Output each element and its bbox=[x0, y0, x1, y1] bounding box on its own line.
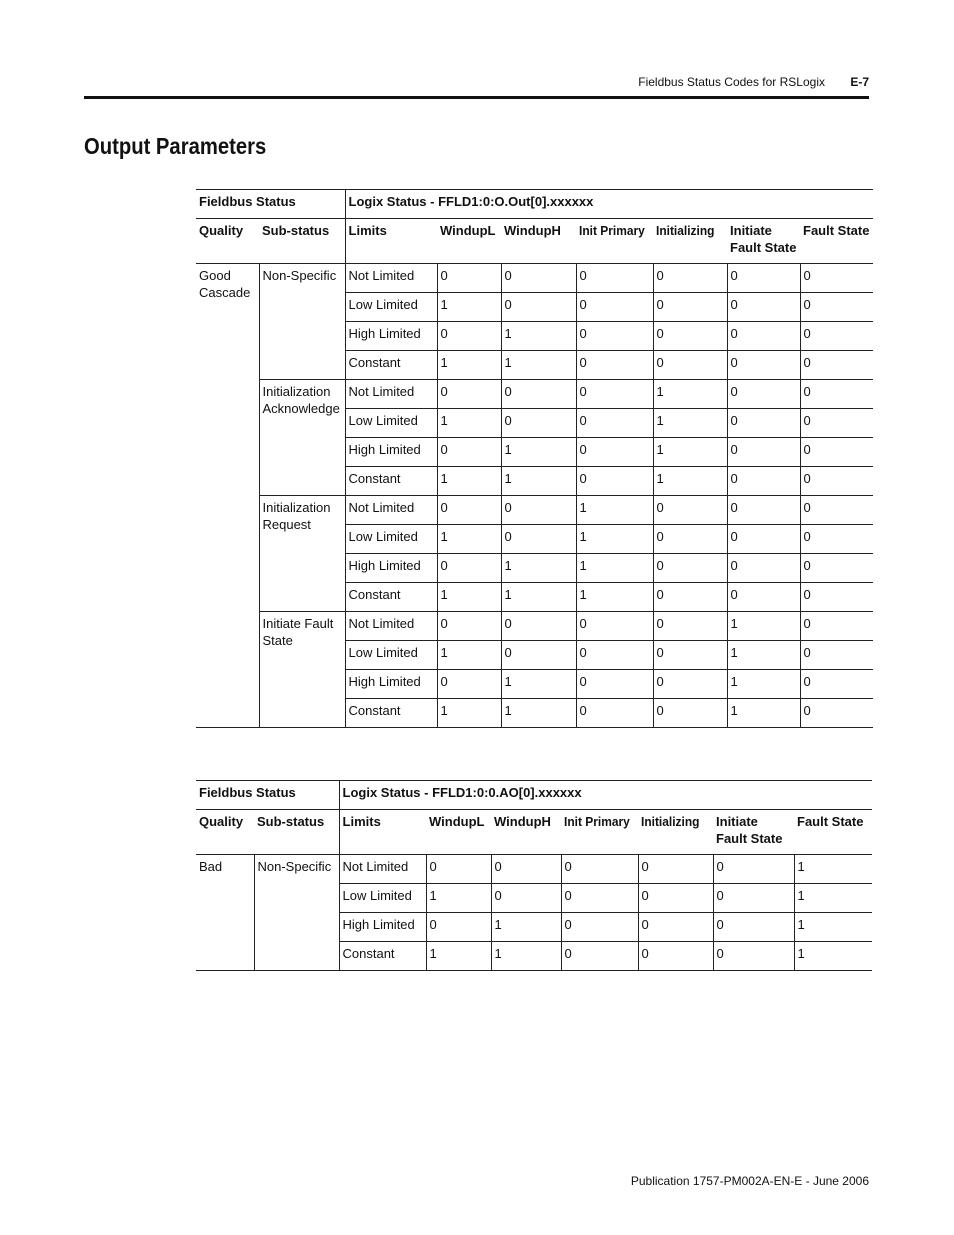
initializing-cell: 0 bbox=[653, 583, 727, 612]
substatus-cell: Initialization Request bbox=[259, 496, 345, 612]
windupl-cell: 1 bbox=[437, 409, 501, 438]
windupH-cell: 1 bbox=[501, 554, 576, 583]
windupl-cell: 0 bbox=[437, 670, 501, 699]
windupH-cell: 1 bbox=[491, 913, 561, 942]
initiate-fault-state-column-header: Initiate Fault State bbox=[727, 219, 800, 264]
table-row bbox=[196, 380, 873, 409]
quality-column-header: Quality bbox=[196, 219, 259, 264]
quality-cell: Bad bbox=[196, 855, 254, 971]
fault-state-cell: 0 bbox=[800, 409, 873, 438]
initiate-fault-state-cell: 1 bbox=[727, 699, 800, 728]
init-primary-cell: 0 bbox=[576, 467, 653, 496]
initializing-cell: 0 bbox=[653, 612, 727, 641]
initializing-column-header bbox=[653, 219, 727, 264]
windupl-cell: 1 bbox=[437, 583, 501, 612]
limits-cell: High Limited bbox=[345, 322, 437, 351]
limits-cell: Not Limited bbox=[345, 380, 437, 409]
substatus-cell: Non-Specific bbox=[254, 855, 339, 971]
running-header-title: Fieldbus Status Codes for RSLogix bbox=[638, 75, 825, 89]
initiate-fault-state-cell: 1 bbox=[727, 670, 800, 699]
initiate-fault-state-cell: 0 bbox=[713, 884, 794, 913]
windupl-cell: 0 bbox=[426, 855, 491, 884]
fault-state-cell: 0 bbox=[800, 641, 873, 670]
windupl-cell: 1 bbox=[426, 884, 491, 913]
fault-state-cell: 0 bbox=[800, 467, 873, 496]
limits-cell: Low Limited bbox=[339, 884, 426, 913]
windupH-cell: 0 bbox=[491, 884, 561, 913]
fault-state-cell: 0 bbox=[800, 293, 873, 322]
logix-status-header: Logix Status - FFLD1:0:O.Out[0].xxxxxx bbox=[345, 190, 873, 219]
limits-cell: Not Limited bbox=[345, 612, 437, 641]
fault-state-cell: 0 bbox=[800, 322, 873, 351]
windupH-cell: 1 bbox=[501, 583, 576, 612]
init-primary-cell: 0 bbox=[561, 884, 638, 913]
table-row bbox=[196, 264, 873, 293]
windupl-column-header: WindupL bbox=[437, 219, 501, 264]
quality-cell: Good Cascade bbox=[196, 264, 259, 728]
header-rule bbox=[84, 96, 869, 99]
initializing-cell: 1 bbox=[653, 438, 727, 467]
windupl-cell: 0 bbox=[437, 554, 501, 583]
windupH-cell: 0 bbox=[501, 525, 576, 554]
initiate-fault-state-cell: 0 bbox=[727, 583, 800, 612]
initializing-cell: 1 bbox=[653, 409, 727, 438]
limits-cell: Constant bbox=[345, 583, 437, 612]
fault-state-cell: 0 bbox=[800, 670, 873, 699]
initializing-cell: 0 bbox=[638, 884, 713, 913]
windupl-cell: 0 bbox=[437, 380, 501, 409]
status-row bbox=[196, 781, 872, 810]
windupl-cell: 1 bbox=[437, 525, 501, 554]
fault-state-cell: 0 bbox=[800, 380, 873, 409]
limits-cell: Low Limited bbox=[345, 641, 437, 670]
initiate-fault-state-cell: 0 bbox=[727, 380, 800, 409]
windupH-cell: 1 bbox=[501, 351, 576, 380]
init-primary-cell: 1 bbox=[576, 554, 653, 583]
init-primary-cell: 1 bbox=[576, 525, 653, 554]
limits-cell: Not Limited bbox=[339, 855, 426, 884]
initiate-fault-state-cell: 1 bbox=[727, 612, 800, 641]
initiate-fault-state-cell: 0 bbox=[713, 913, 794, 942]
init-primary-cell: 0 bbox=[576, 699, 653, 728]
limits-cell: Constant bbox=[345, 351, 437, 380]
initializing-cell: 1 bbox=[653, 380, 727, 409]
limits-cell: Low Limited bbox=[345, 293, 437, 322]
fault-state-cell: 1 bbox=[794, 913, 872, 942]
initiate-fault-state-cell: 0 bbox=[727, 264, 800, 293]
substatus-cell: Non-Specific bbox=[259, 264, 345, 380]
init-primary-cell: 0 bbox=[576, 264, 653, 293]
windupH-cell: 0 bbox=[501, 641, 576, 670]
init-primary-cell: 0 bbox=[576, 438, 653, 467]
initializing-cell: 0 bbox=[653, 351, 727, 380]
windupH-cell: 0 bbox=[501, 380, 576, 409]
windupH-cell: 0 bbox=[491, 855, 561, 884]
limits-column-header: Limits bbox=[339, 810, 426, 855]
running-header bbox=[84, 73, 869, 93]
initializing-cell: 0 bbox=[653, 554, 727, 583]
initializing-column-header bbox=[638, 810, 713, 855]
page-number: E-7 bbox=[850, 75, 869, 89]
windupH-cell: 1 bbox=[501, 322, 576, 351]
initiate-fault-state-cell: 0 bbox=[713, 942, 794, 971]
initializing-cell: 0 bbox=[653, 496, 727, 525]
table-row bbox=[196, 496, 873, 525]
windupH-cell: 0 bbox=[501, 264, 576, 293]
fault-state-cell: 0 bbox=[800, 612, 873, 641]
limits-cell: Constant bbox=[345, 699, 437, 728]
windupH-cell: 1 bbox=[501, 670, 576, 699]
init-primary-cell: 0 bbox=[576, 641, 653, 670]
fault-state-cell: 0 bbox=[800, 264, 873, 293]
windupl-cell: 0 bbox=[437, 322, 501, 351]
windupH-column-header: WindupH bbox=[501, 219, 576, 264]
substatus-cell: Initialization Acknowledge bbox=[259, 380, 345, 496]
init-primary-cell: 0 bbox=[576, 409, 653, 438]
windupH-cell: 0 bbox=[501, 409, 576, 438]
init-primary-cell: 0 bbox=[576, 293, 653, 322]
fault-state-cell: 1 bbox=[794, 942, 872, 971]
initiate-fault-state-cell: 0 bbox=[713, 855, 794, 884]
windupl-cell: 1 bbox=[437, 641, 501, 670]
windupH-cell: 1 bbox=[501, 467, 576, 496]
initiate-fault-state-cell: 0 bbox=[727, 554, 800, 583]
substatus-column-header: Sub-status bbox=[259, 219, 345, 264]
windupH-cell: 1 bbox=[501, 699, 576, 728]
initializing-cell: 1 bbox=[653, 467, 727, 496]
initializing-cell: 0 bbox=[638, 855, 713, 884]
limits-cell: Low Limited bbox=[345, 409, 437, 438]
initializing-cell: 0 bbox=[638, 913, 713, 942]
init-primary-cell: 0 bbox=[576, 322, 653, 351]
windupl-cell: 1 bbox=[437, 467, 501, 496]
initializing-cell: 0 bbox=[653, 699, 727, 728]
limits-cell: High Limited bbox=[345, 554, 437, 583]
fault-state-column-header: Fault State bbox=[794, 810, 872, 855]
initiate-fault-state-cell: 0 bbox=[727, 496, 800, 525]
windupl-cell: 0 bbox=[426, 913, 491, 942]
initiate-fault-state-cell: 0 bbox=[727, 409, 800, 438]
initializing-cell: 0 bbox=[653, 293, 727, 322]
init-primary-cell: 0 bbox=[576, 670, 653, 699]
output-parameters-table-ao bbox=[196, 780, 872, 971]
initiate-fault-state-column-header: Initiate Fault State bbox=[713, 810, 794, 855]
limits-cell: High Limited bbox=[339, 913, 426, 942]
column-header-row bbox=[196, 810, 872, 855]
initiate-fault-state-cell: 0 bbox=[727, 351, 800, 380]
init-primary-cell: 0 bbox=[561, 942, 638, 971]
page-title: Output Parameters bbox=[84, 133, 267, 159]
windupH-cell: 1 bbox=[501, 438, 576, 467]
fault-state-cell: 0 bbox=[800, 554, 873, 583]
fault-state-cell: 1 bbox=[794, 884, 872, 913]
limits-cell: High Limited bbox=[345, 670, 437, 699]
fault-state-cell: 0 bbox=[800, 496, 873, 525]
initiate-fault-state-cell: 0 bbox=[727, 525, 800, 554]
initializing-cell: 0 bbox=[653, 322, 727, 351]
init-primary-column-header bbox=[561, 810, 638, 855]
initializing-cell: 0 bbox=[653, 641, 727, 670]
table-row bbox=[196, 855, 872, 884]
windupl-cell: 1 bbox=[437, 293, 501, 322]
init-primary-column-label: Init Primary bbox=[579, 223, 645, 238]
init-primary-cell: 0 bbox=[576, 612, 653, 641]
init-primary-cell: 0 bbox=[561, 913, 638, 942]
windupl-cell: 1 bbox=[437, 699, 501, 728]
windupH-cell: 1 bbox=[491, 942, 561, 971]
windupl-cell: 0 bbox=[437, 438, 501, 467]
logix-status-header: Logix Status - FFLD1:0:0.AO[0].xxxxxx bbox=[339, 781, 872, 810]
limits-cell: Not Limited bbox=[345, 496, 437, 525]
init-primary-column-label: Init Primary bbox=[564, 814, 630, 829]
fault-state-cell: 0 bbox=[800, 438, 873, 467]
initializing-column-label: Initializing bbox=[656, 223, 715, 238]
init-primary-cell: 0 bbox=[576, 351, 653, 380]
windupl-cell: 1 bbox=[437, 351, 501, 380]
initializing-cell: 0 bbox=[653, 264, 727, 293]
initiate-fault-state-cell: 0 bbox=[727, 293, 800, 322]
fault-state-cell: 0 bbox=[800, 351, 873, 380]
quality-column-header: Quality bbox=[196, 810, 254, 855]
limits-cell: Not Limited bbox=[345, 264, 437, 293]
init-primary-cell: 0 bbox=[576, 380, 653, 409]
output-parameters-table-out bbox=[196, 189, 873, 728]
initializing-column-label: Initializing bbox=[641, 814, 700, 829]
windupl-cell: 0 bbox=[437, 264, 501, 293]
initiate-fault-state-cell: 0 bbox=[727, 438, 800, 467]
initializing-cell: 0 bbox=[638, 942, 713, 971]
fault-state-cell: 1 bbox=[794, 855, 872, 884]
windupH-cell: 0 bbox=[501, 496, 576, 525]
initializing-cell: 0 bbox=[653, 525, 727, 554]
fault-state-column-header: Fault State bbox=[800, 219, 873, 264]
column-header-row bbox=[196, 219, 873, 264]
table-row bbox=[196, 612, 873, 641]
initiate-fault-state-cell: 0 bbox=[727, 467, 800, 496]
initializing-cell: 0 bbox=[653, 670, 727, 699]
fault-state-cell: 0 bbox=[800, 699, 873, 728]
substatus-cell: Initiate Fault State bbox=[259, 612, 345, 728]
status-row bbox=[196, 190, 873, 219]
limits-cell: High Limited bbox=[345, 438, 437, 467]
windupl-column-header: WindupL bbox=[426, 810, 491, 855]
initiate-fault-state-cell: 0 bbox=[727, 322, 800, 351]
windupH-cell: 0 bbox=[501, 612, 576, 641]
limits-column-header: Limits bbox=[345, 219, 437, 264]
fieldbus-status-header: Fieldbus Status bbox=[196, 781, 339, 810]
windupl-cell: 0 bbox=[437, 612, 501, 641]
init-primary-cell: 1 bbox=[576, 496, 653, 525]
substatus-column-header: Sub-status bbox=[254, 810, 339, 855]
windupH-column-header: WindupH bbox=[491, 810, 561, 855]
limits-cell: Constant bbox=[345, 467, 437, 496]
limits-cell: Low Limited bbox=[345, 525, 437, 554]
windupl-cell: 0 bbox=[437, 496, 501, 525]
windupl-cell: 1 bbox=[426, 942, 491, 971]
fieldbus-status-header: Fieldbus Status bbox=[196, 190, 345, 219]
fault-state-cell: 0 bbox=[800, 525, 873, 554]
limits-cell: Constant bbox=[339, 942, 426, 971]
windupH-cell: 0 bbox=[501, 293, 576, 322]
fault-state-cell: 0 bbox=[800, 583, 873, 612]
publication-footer: Publication 1757-PM002A-EN-E - June 2006 bbox=[630, 1174, 869, 1188]
initiate-fault-state-cell: 1 bbox=[727, 641, 800, 670]
init-primary-column-header bbox=[576, 219, 653, 264]
init-primary-cell: 1 bbox=[576, 583, 653, 612]
init-primary-cell: 0 bbox=[561, 855, 638, 884]
